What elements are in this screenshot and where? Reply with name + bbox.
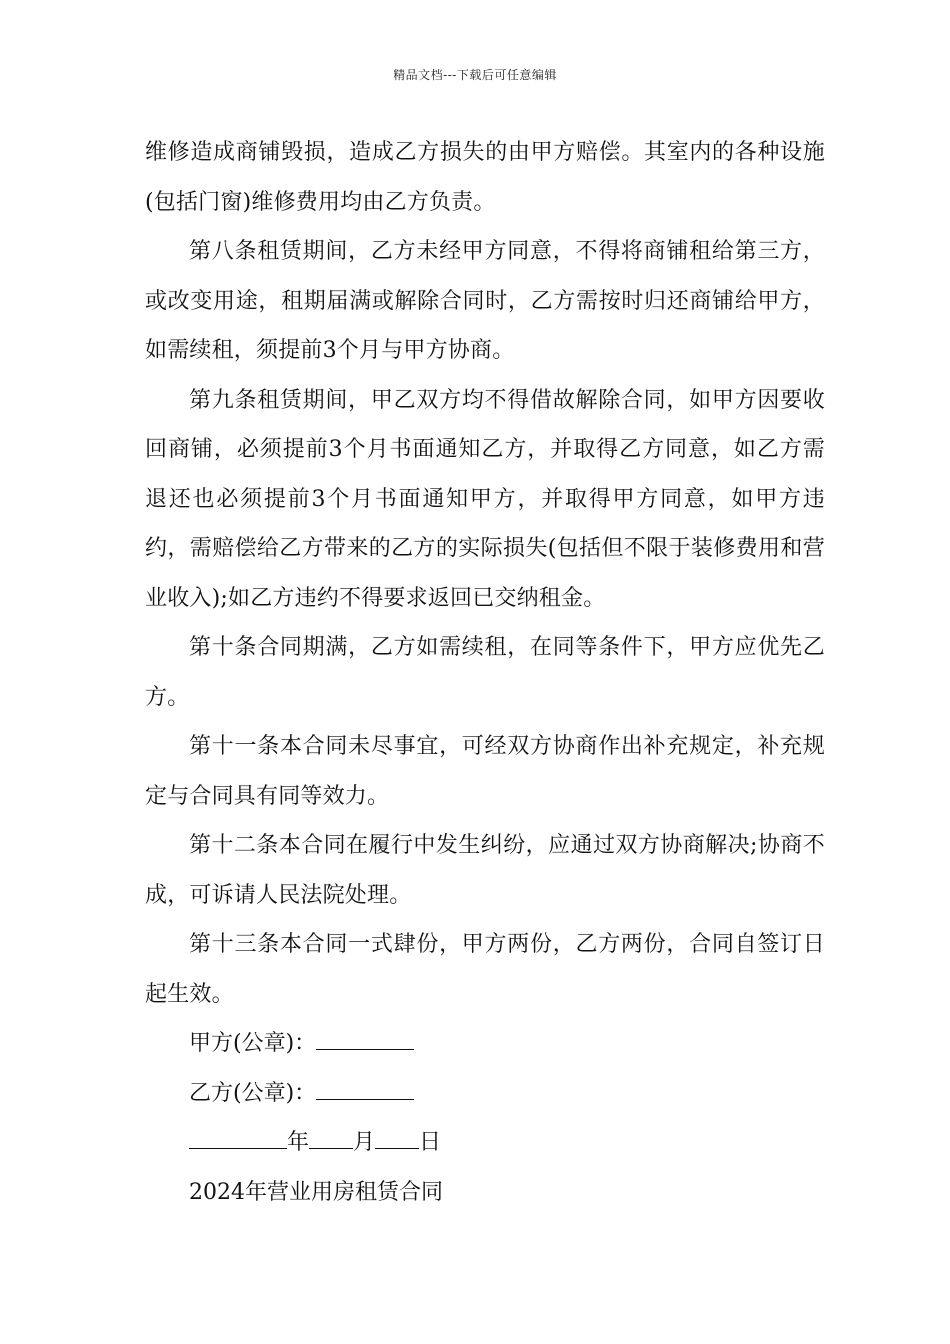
paragraph-article-13: 第十三条本合同一式肆份，甲方两份，乙方两份，合同自签订日起生效。	[145, 932, 825, 1007]
month-blank	[309, 1128, 353, 1149]
party-a-blank	[316, 1029, 414, 1050]
page-header: 精品文档---下载后可任意编辑	[393, 68, 557, 82]
year-label: 年	[287, 1130, 310, 1155]
date-line	[145, 1118, 825, 1168]
party-b-blank	[316, 1079, 414, 1100]
month-label: 月	[353, 1130, 376, 1155]
day-label: 日	[419, 1130, 442, 1155]
paragraph-article-10: 第十条合同期满，乙方如需续租，在同等条件下，甲方应优先乙方。	[145, 635, 825, 710]
day-blank	[375, 1128, 419, 1149]
year-blank	[189, 1128, 287, 1149]
paragraph-article-12: 第十二条本合同在履行中发生纠纷，应通过双方协商解决;协商不成，可诉请人民法院处理。	[145, 833, 825, 908]
party-a-label: 甲方(公章)：	[189, 1031, 317, 1056]
party-b-signature-line	[145, 1069, 825, 1119]
paragraph-continued: 维修造成商铺毁损，造成乙方损失的由甲方赔偿。其室内的各种设施(包括门窗)维修费用均由乙方负责。	[145, 140, 825, 215]
paragraph-article-8: 第八条租赁期间，乙方未经甲方同意，不得将商铺租给第三方，或改变用途，租期届满或解除合同时，乙方需按时归还商铺给甲方，如需续租，须提前3个月与甲方协商。	[145, 239, 825, 363]
paragraph-article-11: 第十一条本合同未尽事宜，可经双方协商作出补充规定，补充规定与合同具有同等效力。	[145, 734, 825, 809]
party-b-label: 乙方(公章)：	[189, 1080, 317, 1106]
paragraph-article-9: 第九条租赁期间，甲乙双方均不得借故解除合同，如甲方因要收回商铺，必须提前3个月书面通知乙方，并取得乙方同意，如乙方需退还也必须提前3个月书面通知甲方，并取得甲方同意，如甲方违约，需赔偿给乙方带来的乙方的实际损失(包括但不限于装修费用和营业收入);如乙方违约不得要求返回已交纳租金。	[145, 387, 825, 611]
party-a-signature-line	[145, 1019, 825, 1069]
document-body	[145, 128, 825, 1217]
next-document-title: 2024年营业用房租赁合同	[189, 1179, 443, 1205]
